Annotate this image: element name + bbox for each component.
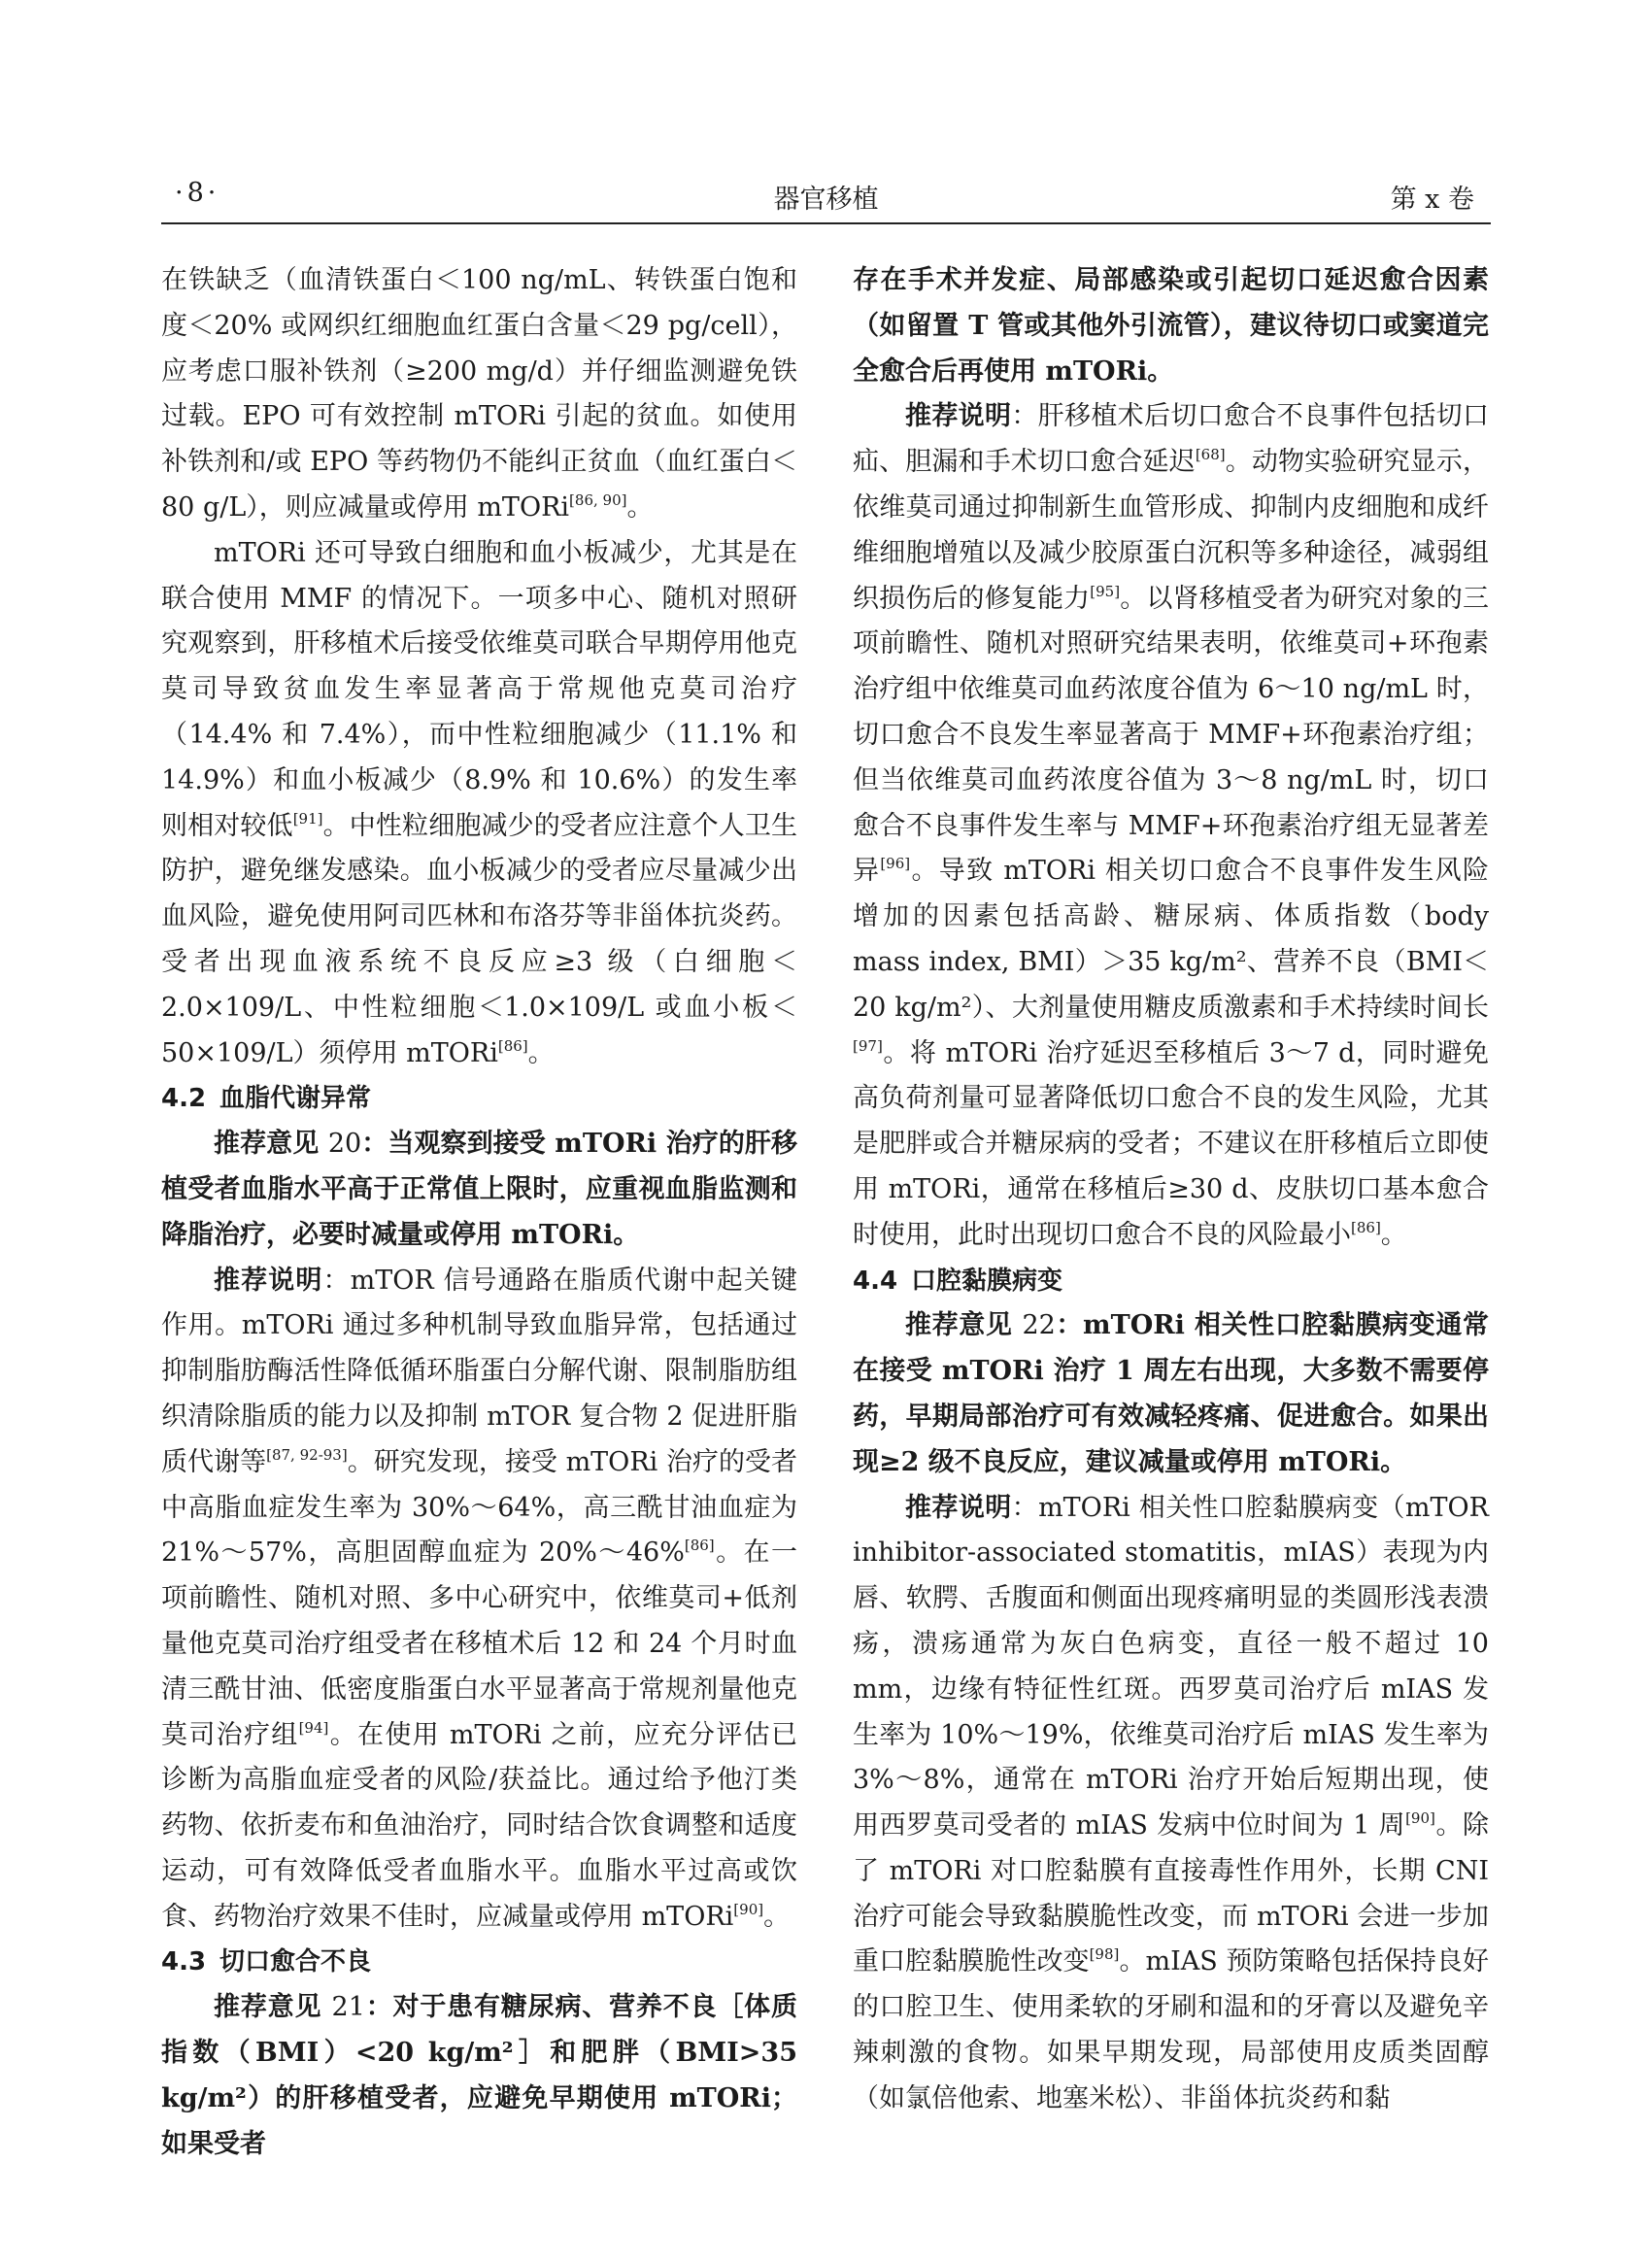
recommendation-number: 22: [1022, 1310, 1056, 1341]
journal-title: 器官移植: [773, 185, 879, 215]
text-run: ：mTORi 相关性口腔黏膜病变（mTOR inhibitor-associated stomatitis，mIAS）表现为内唇、软腭、舌腹面和侧面出现疼痛明显的类圆形浅表溃疡，溃疡通常为灰白色病变，直径一般不超过 10 mm，边缘有特征性红斑。西罗莫司治疗后 mIAS 发生率为 10%～19%，依维莫司治疗后 mIAS 发生率为 3%～8%，通常在 mTORi 治疗开始后短期出现，使用西罗莫司受者的 mIAS 发病中位时间为 1 周: [853, 1492, 1489, 1842]
recommendation-text: ：对于患有糖尿病、营养不良［体质指数（BMI）<20 kg/m²］和肥胖（BMI>35 kg/m²）的肝移植受者，应避免早期使用 mTORi；如果受者: [161, 1992, 798, 2159]
explanation-20: [161, 1259, 797, 1941]
page-number: ·8·: [175, 178, 220, 208]
section-number: 4.4: [853, 1266, 898, 1296]
explanation-label: 推荐说明: [905, 401, 1012, 432]
citation: [68]: [1195, 446, 1226, 464]
citation: [90]: [733, 1900, 764, 1918]
section-heading-4-2: [161, 1076, 797, 1122]
paragraph-leukopenia: [161, 531, 797, 1077]
text-run: 。: [763, 1901, 791, 1932]
text-run: ：肝移植术后切口愈合不良事件包括切口疝、胆漏和手术切口愈合延迟: [853, 401, 1490, 478]
text-run: 。动物实验研究显示，依维莫司通过抑制新生血管形成、抑制内皮细胞和成纤维细胞增殖以及减少胶原蛋白沉积等多种途径，减弱组织损伤后的修复能力: [853, 447, 1490, 614]
recommendation-label: 推荐意见: [214, 1992, 332, 2023]
recommendation-21: [161, 1985, 797, 2167]
text-run: 。研究发现，接受 mTORi 治疗的受者中高脂血症发生率为 30%～64%，高三酰甘油血症为 21%～57%，高胆固醇血症为 20%～46%: [161, 1446, 797, 1569]
section-title: 血脂代谢异常: [219, 1084, 372, 1114]
citation: [95]: [1090, 582, 1121, 600]
recommendation-number: 21: [331, 1992, 365, 2023]
text-run: 。: [1380, 1219, 1407, 1250]
citation: [98]: [1089, 1945, 1120, 1964]
section-title: 切口愈合不良: [219, 1947, 372, 1977]
citation: [97]: [853, 1036, 883, 1055]
explanation-21: [853, 394, 1489, 1258]
recommendation-22: [853, 1303, 1489, 1485]
recommendation-text: ：当观察到接受 mTORi 治疗的肝移植受者血脂水平高于正常值上限时，应重视血脂监测和降脂治疗，必要时减量或停用 mTORi。: [161, 1129, 797, 1250]
citation: [86, 90]: [569, 490, 627, 509]
recommendation-20: [161, 1122, 797, 1258]
volume-label: 第 x 卷: [1390, 185, 1474, 215]
text-run: 。将 mTORi 治疗延迟至移植后 3～7 d，同时避免高负荷剂量可显著降低切口愈合不良的发生风险，尤其是肥胖或合并糖尿病的受者；不建议在肝移植后立即使用 mTORi，通常在移植后≥30 d、皮肤切口基本愈合时使用，此时出现切口愈合不良的风险最小: [853, 1037, 1489, 1250]
text-run: mTORi 还可导致白细胞和血小板减少，尤其是在联合使用 MMF 的情况下。一项多中心、随机对照研究观察到，肝移植术后接受依维莫司联合早期停用他克莫司导致贫血发生率显著高于常规他克莫司治疗（14.4% 和 7.4%），而中性粒细胞减少（11.1% 和 14.9%）和血小板减少（8.9% 和 10.6%）的发生率则相对较低: [161, 537, 797, 841]
citation: [96]: [880, 855, 911, 873]
text-run: 。中性粒细胞减少的受者应注意个人卫生防护，避免继发感染。血小板减少的受者应尽量减少出血风险，避免使用阿司匹林和布洛芬等非甾体抗炎药。受者出现血液系统不良反应≥3 级（白细胞＜2.0×109/L、中性粒细胞＜1.0×109/L 或血小板＜50×109/L）须停用 mTORi: [161, 810, 798, 1068]
paragraph-anemia-continued: [161, 258, 797, 531]
text-run: 。mIAS 预防策略包括保持良好的口腔卫生、使用柔软的牙刷和温和的牙膏以及避免辛辣刺激的食物。如果早期发现，局部使用皮质类固醇（如氯倍他索、地塞米松）、非甾体抗炎药和黏: [853, 1946, 1489, 2113]
recommendation-label: 推荐意见: [214, 1129, 328, 1160]
explanation-label: 推荐说明: [214, 1265, 323, 1296]
citation: [94]: [298, 1718, 329, 1737]
text-run: 。导致 mTORi 相关切口愈合不良事件发生风险增加的因素包括高龄、糖尿病、体质指数（body mass index, BMI）＞35 kg/m²、营养不良（BMI＜20 kg/m²）、大剂量使用糖皮质激素和手术持续时间长: [853, 856, 1489, 1023]
right-column: [853, 258, 1489, 2122]
header-rule: [161, 222, 1491, 224]
recommendation-label: 推荐意见: [905, 1310, 1023, 1341]
recommendation-text: ：mTORi 相关性口腔黏膜病变通常在接受 mTORi 治疗 1 周左右出现，大多数不需要停药，早期局部治疗可有效减轻疼痛、促进愈合。如果出现≥2 级不良反应，建议减量或停用 mTORi。: [853, 1310, 1489, 1477]
section-heading-4-4: [853, 1259, 1489, 1304]
text-run: ：mTOR 信号通路在脂质代谢中起关键作用。mTORi 通过多种机制导致血脂异常，包括通过抑制脂肪酶活性降低循环脂蛋白分解代谢、限制脂肪组织清除脂质的能力以及抑制 mTOR 复合物 2 促进肝脂质代谢等: [161, 1265, 797, 1477]
explanation-22: [853, 1486, 1489, 2122]
section-title: 口腔黏膜病变: [911, 1266, 1063, 1296]
text-run: 。除了 mTORi 对口腔黏膜有直接毒性作用外，长期 CNI 治疗可能会导致黏膜脆性改变，而 mTORi 会进一步加重口腔黏膜脆性改变: [853, 1810, 1490, 1977]
text-run: 。在一项前瞻性、随机对照、多中心研究中，依维莫司+低剂量他克莫司治疗组受者在移植术后 12 和 24 个月时血清三酰甘油、低密度脂蛋白水平显著高于常规剂量他克莫司治疗组: [161, 1537, 797, 1750]
section-heading-4-3: [161, 1940, 797, 1985]
citation: [86]: [684, 1537, 715, 1555]
section-number: 4.3: [161, 1947, 207, 1977]
text-run: 在铁缺乏（血清铁蛋白＜100 ng/mL、转铁蛋白饱和度＜20% 或网织红细胞血红蛋白含量＜29 pg/cell），应考虑口服补铁剂（≥200 mg/d）并仔细监测避免铁过载。EPO 可有效控制 mTORi 引起的贫血。如使用补铁剂和/或 EPO 等药物仍不能纠正贫血（血红蛋白＜80 g/L），则应减量或停用 mTORi: [161, 265, 797, 523]
recommendation-21-continued: 存在手术并发症、局部感染或引起切口延迟愈合因素（如留置 T 管或其他外引流管），建议待切口或窦道完全愈合后再使用 mTORi。: [853, 265, 1489, 387]
text-run: 。在使用 mTORi 之前，应充分评估已诊断为高脂血症受者的风险/获益比。通过给予他汀类药物、依折麦布和鱼油治疗，同时结合饮食调整和适度运动，可有效降低受者血脂水平。血脂水平过高或饮食、药物治疗效果不佳时，应减量或停用 mTORi: [161, 1719, 797, 1932]
citation: [90]: [1405, 1809, 1435, 1828]
citation: [91]: [292, 809, 323, 828]
text-run: 。以肾移植受者为研究对象的三项前瞻性、随机对照研究结果表明，依维莫司+环孢素治疗组中依维莫司血药浓度谷值为 6～10 ng/mL 时，切口愈合不良发生率显著高于 MMF+环孢素治疗组；但当依维莫司血药浓度谷值为 3～8 ng/mL 时，切口愈合不良事件发生率与 MMF+环孢素治疗组无显著差异: [853, 583, 1490, 887]
explanation-label: 推荐说明: [905, 1492, 1012, 1523]
citation: [86]: [497, 1036, 528, 1055]
recommendation-number: 20: [327, 1129, 362, 1160]
left-column: [161, 258, 797, 2167]
citation: [87, 92-93]: [266, 1445, 348, 1464]
section-number: 4.2: [161, 1084, 207, 1114]
text-run: 。: [527, 1037, 555, 1068]
text-run: 。: [626, 491, 654, 523]
citation: [86]: [1351, 1218, 1381, 1236]
